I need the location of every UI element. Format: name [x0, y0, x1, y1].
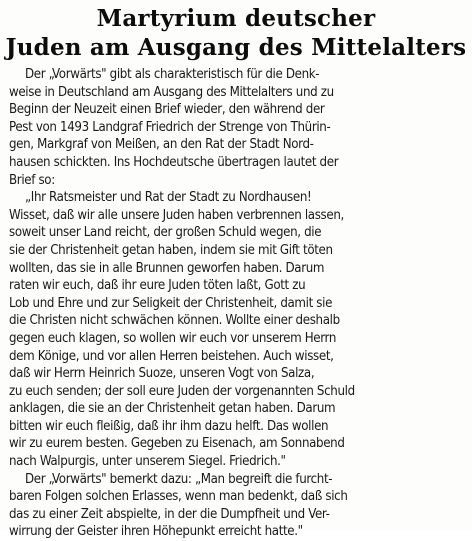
- text-line: „Ihr Ratsmeister und Rat der Stadt zu Nordhausen!: [25, 190, 312, 206]
- text-line: Wisset, daß wir alle unsere Juden haben verbrennen lassen,: [9, 207, 344, 223]
- text-line: gen, Markgraf von Meißen, an den Rat der Stadt Nord-: [9, 137, 314, 153]
- text-line: zu euch senden; der soll eure Juden der vorgenannten Schuld: [9, 383, 355, 399]
- text-line: nach Walpurgis, unter unserem Siegel. Friedrich.": [9, 454, 286, 470]
- text-line: das zu einer Zeit abspielte, in der die Dumpfheit und Ver-: [9, 506, 330, 522]
- text-line: Brief so:: [9, 172, 55, 188]
- text-line: Beginn der Neuzeit einen Brief wieder, den während der: [9, 102, 325, 118]
- text-line: hausen schickten. Ins Hochdeutsche übertragen lautet der: [9, 154, 339, 170]
- text-line: Der „Vorwärts" gibt als charakteristisch für die Denk-: [25, 67, 320, 82]
- text-line: sie der Christenheit getan haben, indem sie mit Gift töten: [9, 242, 333, 258]
- text-line: Pest von 1493 Landgraf Friedrich der Strenge von Thürin-: [9, 119, 331, 135]
- text-line: anklagen, die sie an der Christenheit getan haben. Darum: [9, 401, 336, 417]
- headline-line-2: Juden am Ausgang des Mittelalters: [5, 34, 467, 61]
- text-line: baren Folgen solchen Erlasses, wenn man bedenkt, daß sich: [9, 489, 348, 505]
- text-line: daß wir Herrn Heinrich Suoze, unseren Vogt von Salza,: [9, 366, 315, 382]
- text-line: weise in Deutschland am Ausgang des Mittelalters und zu: [9, 84, 334, 100]
- text-line: Lob und Ehre und zur Seligkeit der Christenheit, damit sie: [9, 295, 333, 311]
- headline-line-1: Martyrium deutscher: [96, 5, 376, 32]
- text-line: wirrung der Geister ihren Höhepunkt erreicht hatte.": [9, 524, 303, 540]
- article-body: [9, 66, 465, 541]
- text-line: raten wir euch, daß ihr eure Juden töten laßt, Gott zu: [9, 278, 306, 294]
- text-line: wir zu eurem besten. Gegeben zu Eisenach, am Sonnabend: [9, 436, 345, 452]
- text-line: soweit unser Land reicht, der großen Schuld wegen, die: [9, 225, 322, 241]
- text-line: Der „Vorwärts" bemerkt dazu: „Man begreift die furcht-: [25, 471, 333, 487]
- text-line: bitten wir euch fleißig, daß ihr ihm dazu helft. Das wollen: [9, 418, 329, 434]
- text-line: gegen euch klagen, so wollen wir euch vor unserem Herrn: [9, 330, 336, 346]
- article-headline: [0, 0, 472, 62]
- text-line: die Christen nicht schwächen können. Wollte einer deshalb: [9, 313, 340, 329]
- text-line: wollten, das sie in alle Brunnen geworfen haben. Darum: [9, 260, 325, 276]
- text-line: dem Könige, und vor allen Herren beistehen. Auch wisset,: [9, 348, 334, 364]
